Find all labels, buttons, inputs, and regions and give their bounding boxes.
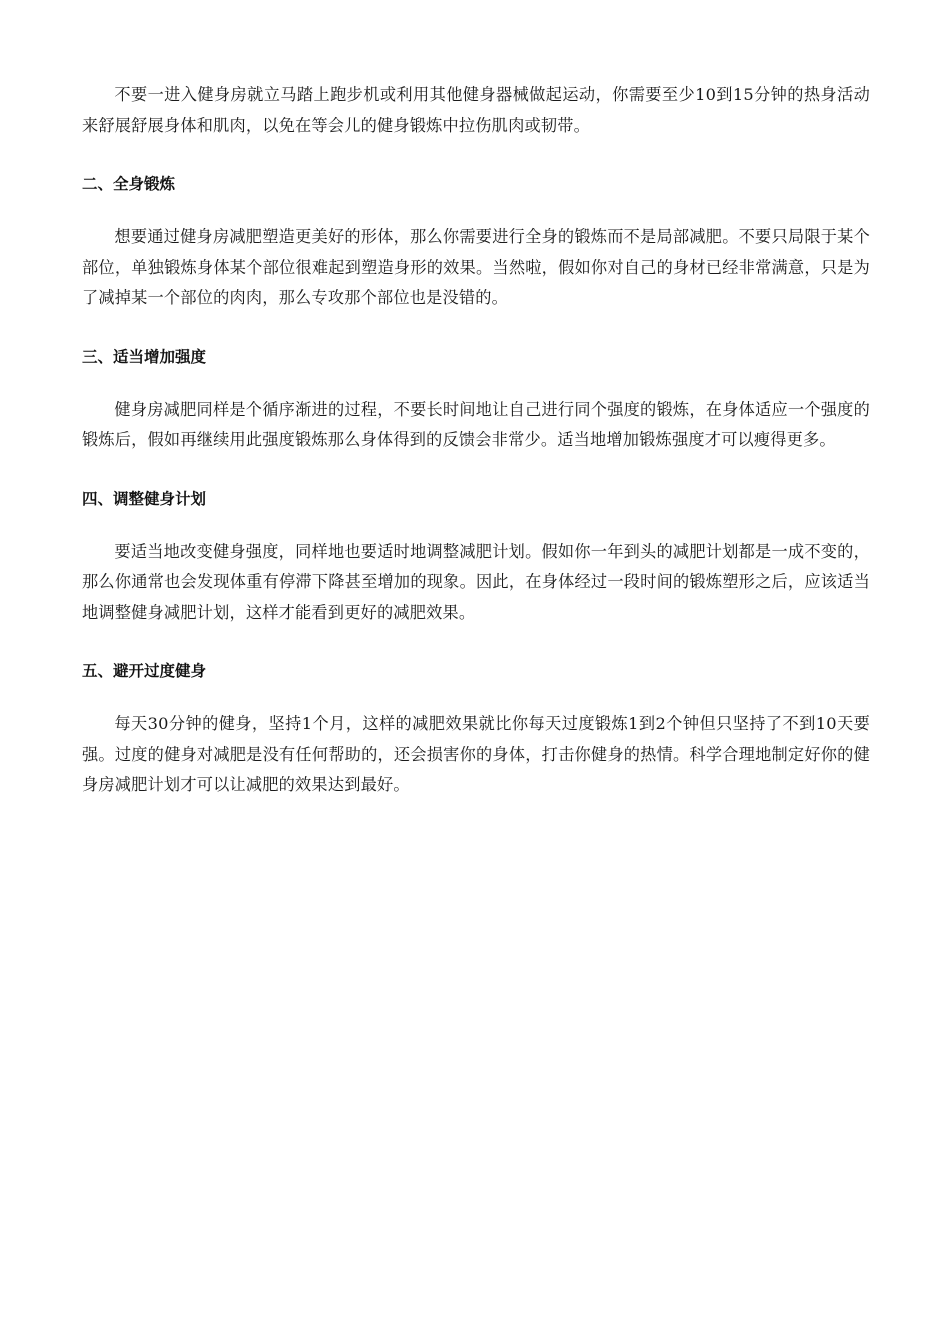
spacer	[82, 628, 870, 660]
spacer	[82, 195, 870, 222]
spacer	[82, 368, 870, 395]
spacer	[82, 510, 870, 537]
section-paragraph-adjust-plan: 要适当地改变健身强度，同样地也要适时地调整减肥计划。假如你一年到头的减肥计划都是一成不变的，那么你通常也会发现体重有停滞下降甚至增加的现象。因此，在身体经过一段时间的锻炼塑形之后，应该适当地调整健身减肥计划，这样才能看到更好的减肥效果。	[82, 541, 870, 622]
section-heading-increase-intensity: 三、适当增加强度	[82, 347, 207, 366]
spacer	[82, 141, 870, 173]
section-paragraph-avoid-overtraining: 每天30分钟的健身，坚持1个月，这样的减肥效果就比你每天过度锻炼1到2个钟但只坚持了不到10天要强。过度的健身对减肥是没有任何帮助的，还会损害你的身体，打击你健身的热情。科学合理地制定好你的健身房减肥计划才可以让减肥的效果达到最好。	[82, 714, 870, 794]
section-heading-adjust-plan: 四、调整健身计划	[82, 489, 207, 508]
section-heading-avoid-overtraining: 五、避开过度健身	[82, 662, 207, 680]
spacer	[82, 456, 870, 488]
spacer	[82, 682, 870, 709]
section-heading-full-body: 二、全身锻炼	[82, 175, 176, 193]
document-body	[82, 80, 870, 801]
spacer	[82, 314, 870, 346]
section-paragraph-full-body: 想要通过健身房减肥塑造更美好的形体，那么你需要进行全身的锻炼而不是局部减肥。不要只局限于某个部位，单独锻炼身体某个部位很难起到塑造身形的效果。当然啦，假如你对自己的身材已经非常满意，只是为了减掉某一个部位的肉肉，那么专攻那个部位也是没错的。	[82, 227, 870, 307]
section-paragraph-increase-intensity: 健身房减肥同样是个循序渐进的过程，不要长时间地让自己进行同个强度的锻炼，在身体适应一个强度的锻炼后，假如再继续用此强度锻炼那么身体得到的反馈会非常少。适当地增加锻炼强度才可以瘦得更多。	[82, 399, 870, 449]
intro-paragraph: 不要一进入健身房就立马踏上跑步机或利用其他健身器械做起运动，你需要至少10到15分钟的热身活动来舒展舒展身体和肌肉，以免在等会儿的健身锻炼中拉伤肌肉或韧带。	[82, 85, 870, 135]
